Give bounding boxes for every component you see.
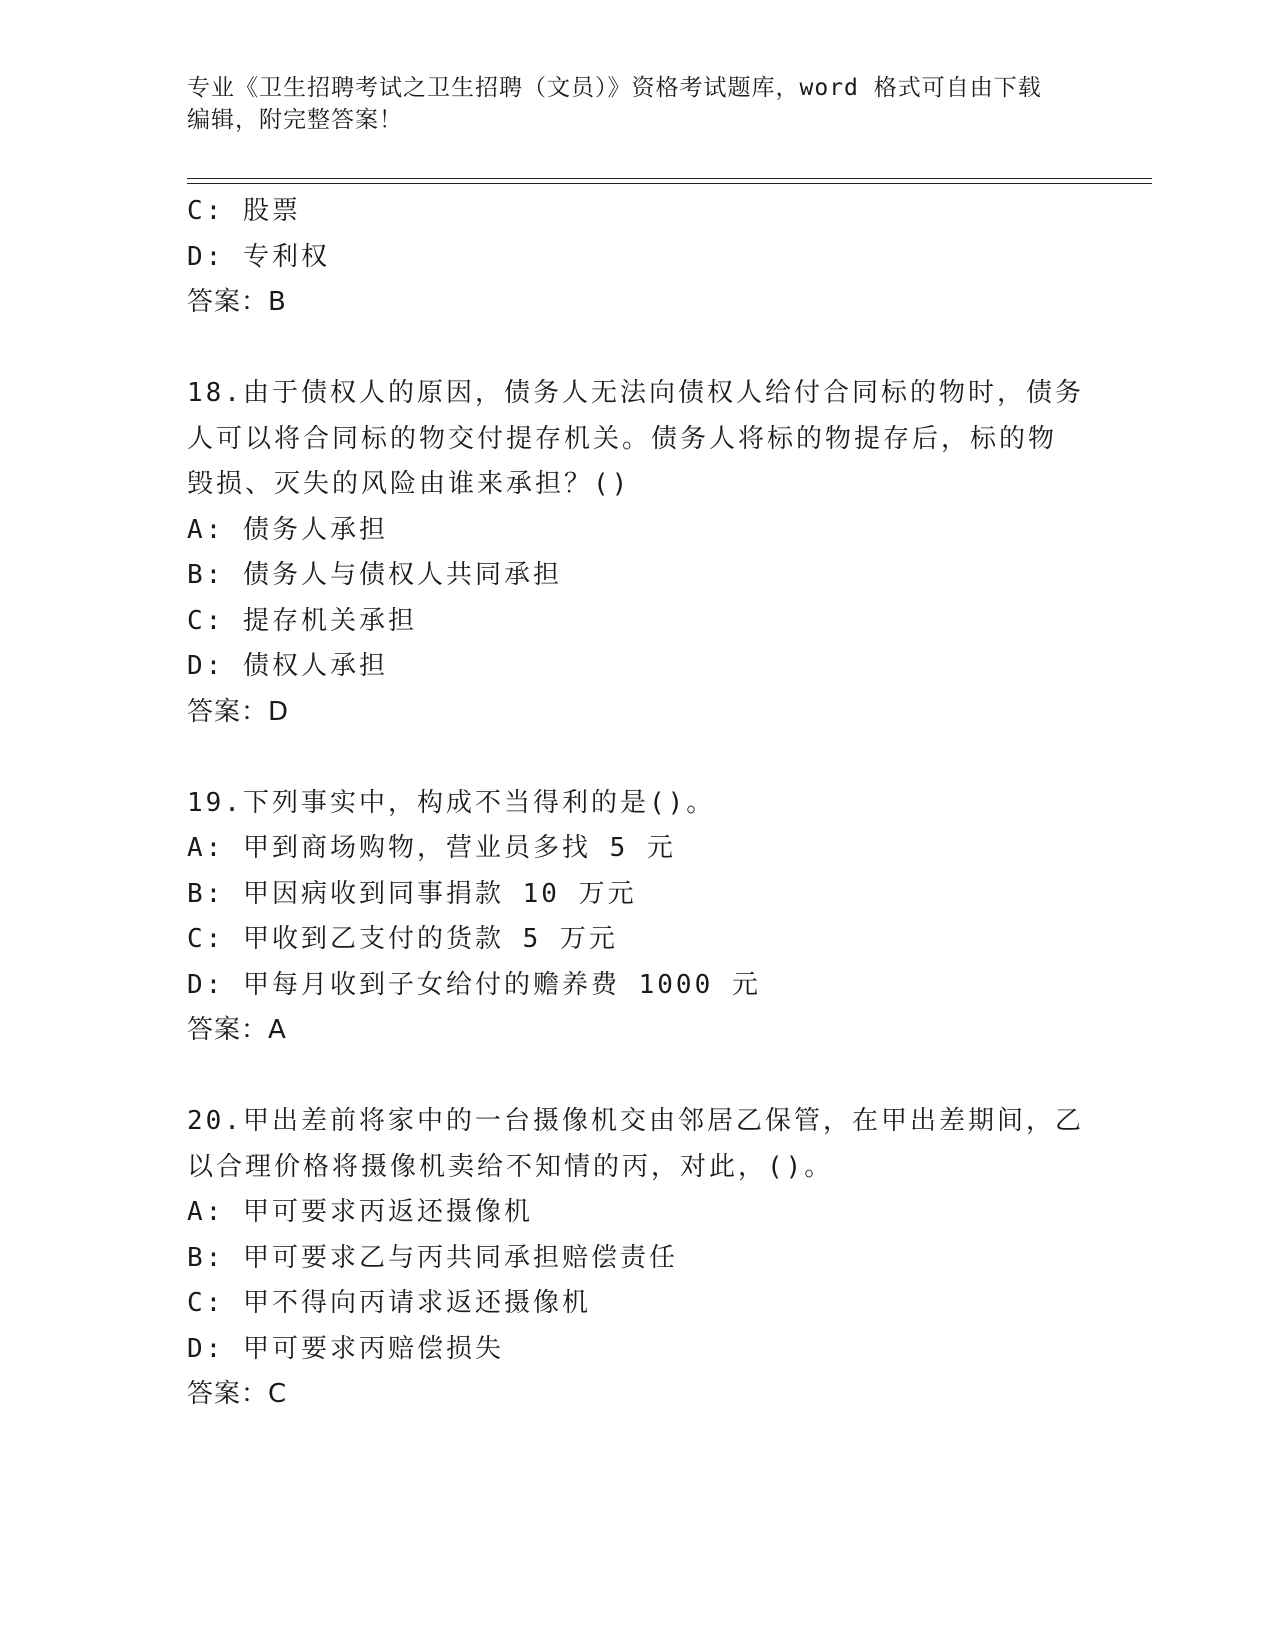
option-b: B: 甲可要求乙与丙共同承担赔偿责任: [187, 1242, 678, 1273]
spacer: [187, 735, 1087, 781]
spacer: [187, 326, 1087, 372]
question-content: [187, 189, 1087, 1418]
question-19: [187, 781, 1087, 1054]
header-line-1: 专业《卫生招聘考试之卫生招聘（文员）》资格考试题库，word 格式可自由下载: [187, 75, 1042, 101]
header-rule-bottom: [187, 183, 1152, 184]
option-a: A: 甲可要求丙返还摄像机: [187, 1197, 533, 1227]
answer-line: 答案：D: [187, 696, 290, 727]
page-header: [187, 72, 1067, 136]
option-a: A: 甲到商场购物，营业员多找 5 元: [187, 833, 676, 863]
header-rule-top: [187, 178, 1152, 179]
question-20: [187, 1099, 1087, 1418]
option-a: A: 债务人承担: [187, 514, 388, 545]
question-text-line: 19.下列事实中，构成不当得利的是()。: [187, 787, 716, 818]
header-line-2: 编辑，附完整答案！: [187, 107, 403, 133]
option-b: B: 债务人与债权人共同承担: [187, 560, 562, 590]
option-c: C: 股票: [187, 196, 301, 226]
question-18: [187, 371, 1087, 735]
option-c: C: 甲收到乙支付的货款 5 万元: [187, 924, 618, 954]
option-d: D: 债权人承担: [187, 651, 388, 681]
previous-question-tail: [187, 189, 1087, 326]
option-d: D: 专利权: [187, 241, 330, 272]
question-text-line: 18.由于债权人的原因，债务人无法向债权人给付合同标的物时，债务: [187, 378, 1084, 408]
option-b: B: 甲因病收到同事捐款 10 万元: [187, 878, 637, 909]
option-d: D: 甲可要求丙赔偿损失: [187, 1333, 504, 1364]
question-text-line: 以合理价格将摄像机卖给不知情的丙，对此，()。: [187, 1151, 834, 1182]
question-text-line: 毁损、灭失的风险由谁来承担？(): [187, 469, 631, 499]
answer-line: 答案：B: [187, 287, 287, 317]
question-text-line: 人可以将合同标的物交付提存机关。债务人将标的物提存后，标的物: [187, 423, 1058, 454]
spacer: [187, 1054, 1087, 1100]
option-c: C: 甲不得向丙请求返还摄像机: [187, 1288, 591, 1318]
option-d: D: 甲每月收到子女给付的赡养费 1000 元: [187, 969, 761, 1000]
question-text-line: 20.甲出差前将家中的一台摄像机交由邻居乙保管，在甲出差期间，乙: [187, 1106, 1084, 1136]
answer-line: 答案：A: [187, 1015, 287, 1045]
option-c: C: 提存机关承担: [187, 605, 417, 636]
answer-line: 答案：C: [187, 1379, 288, 1409]
